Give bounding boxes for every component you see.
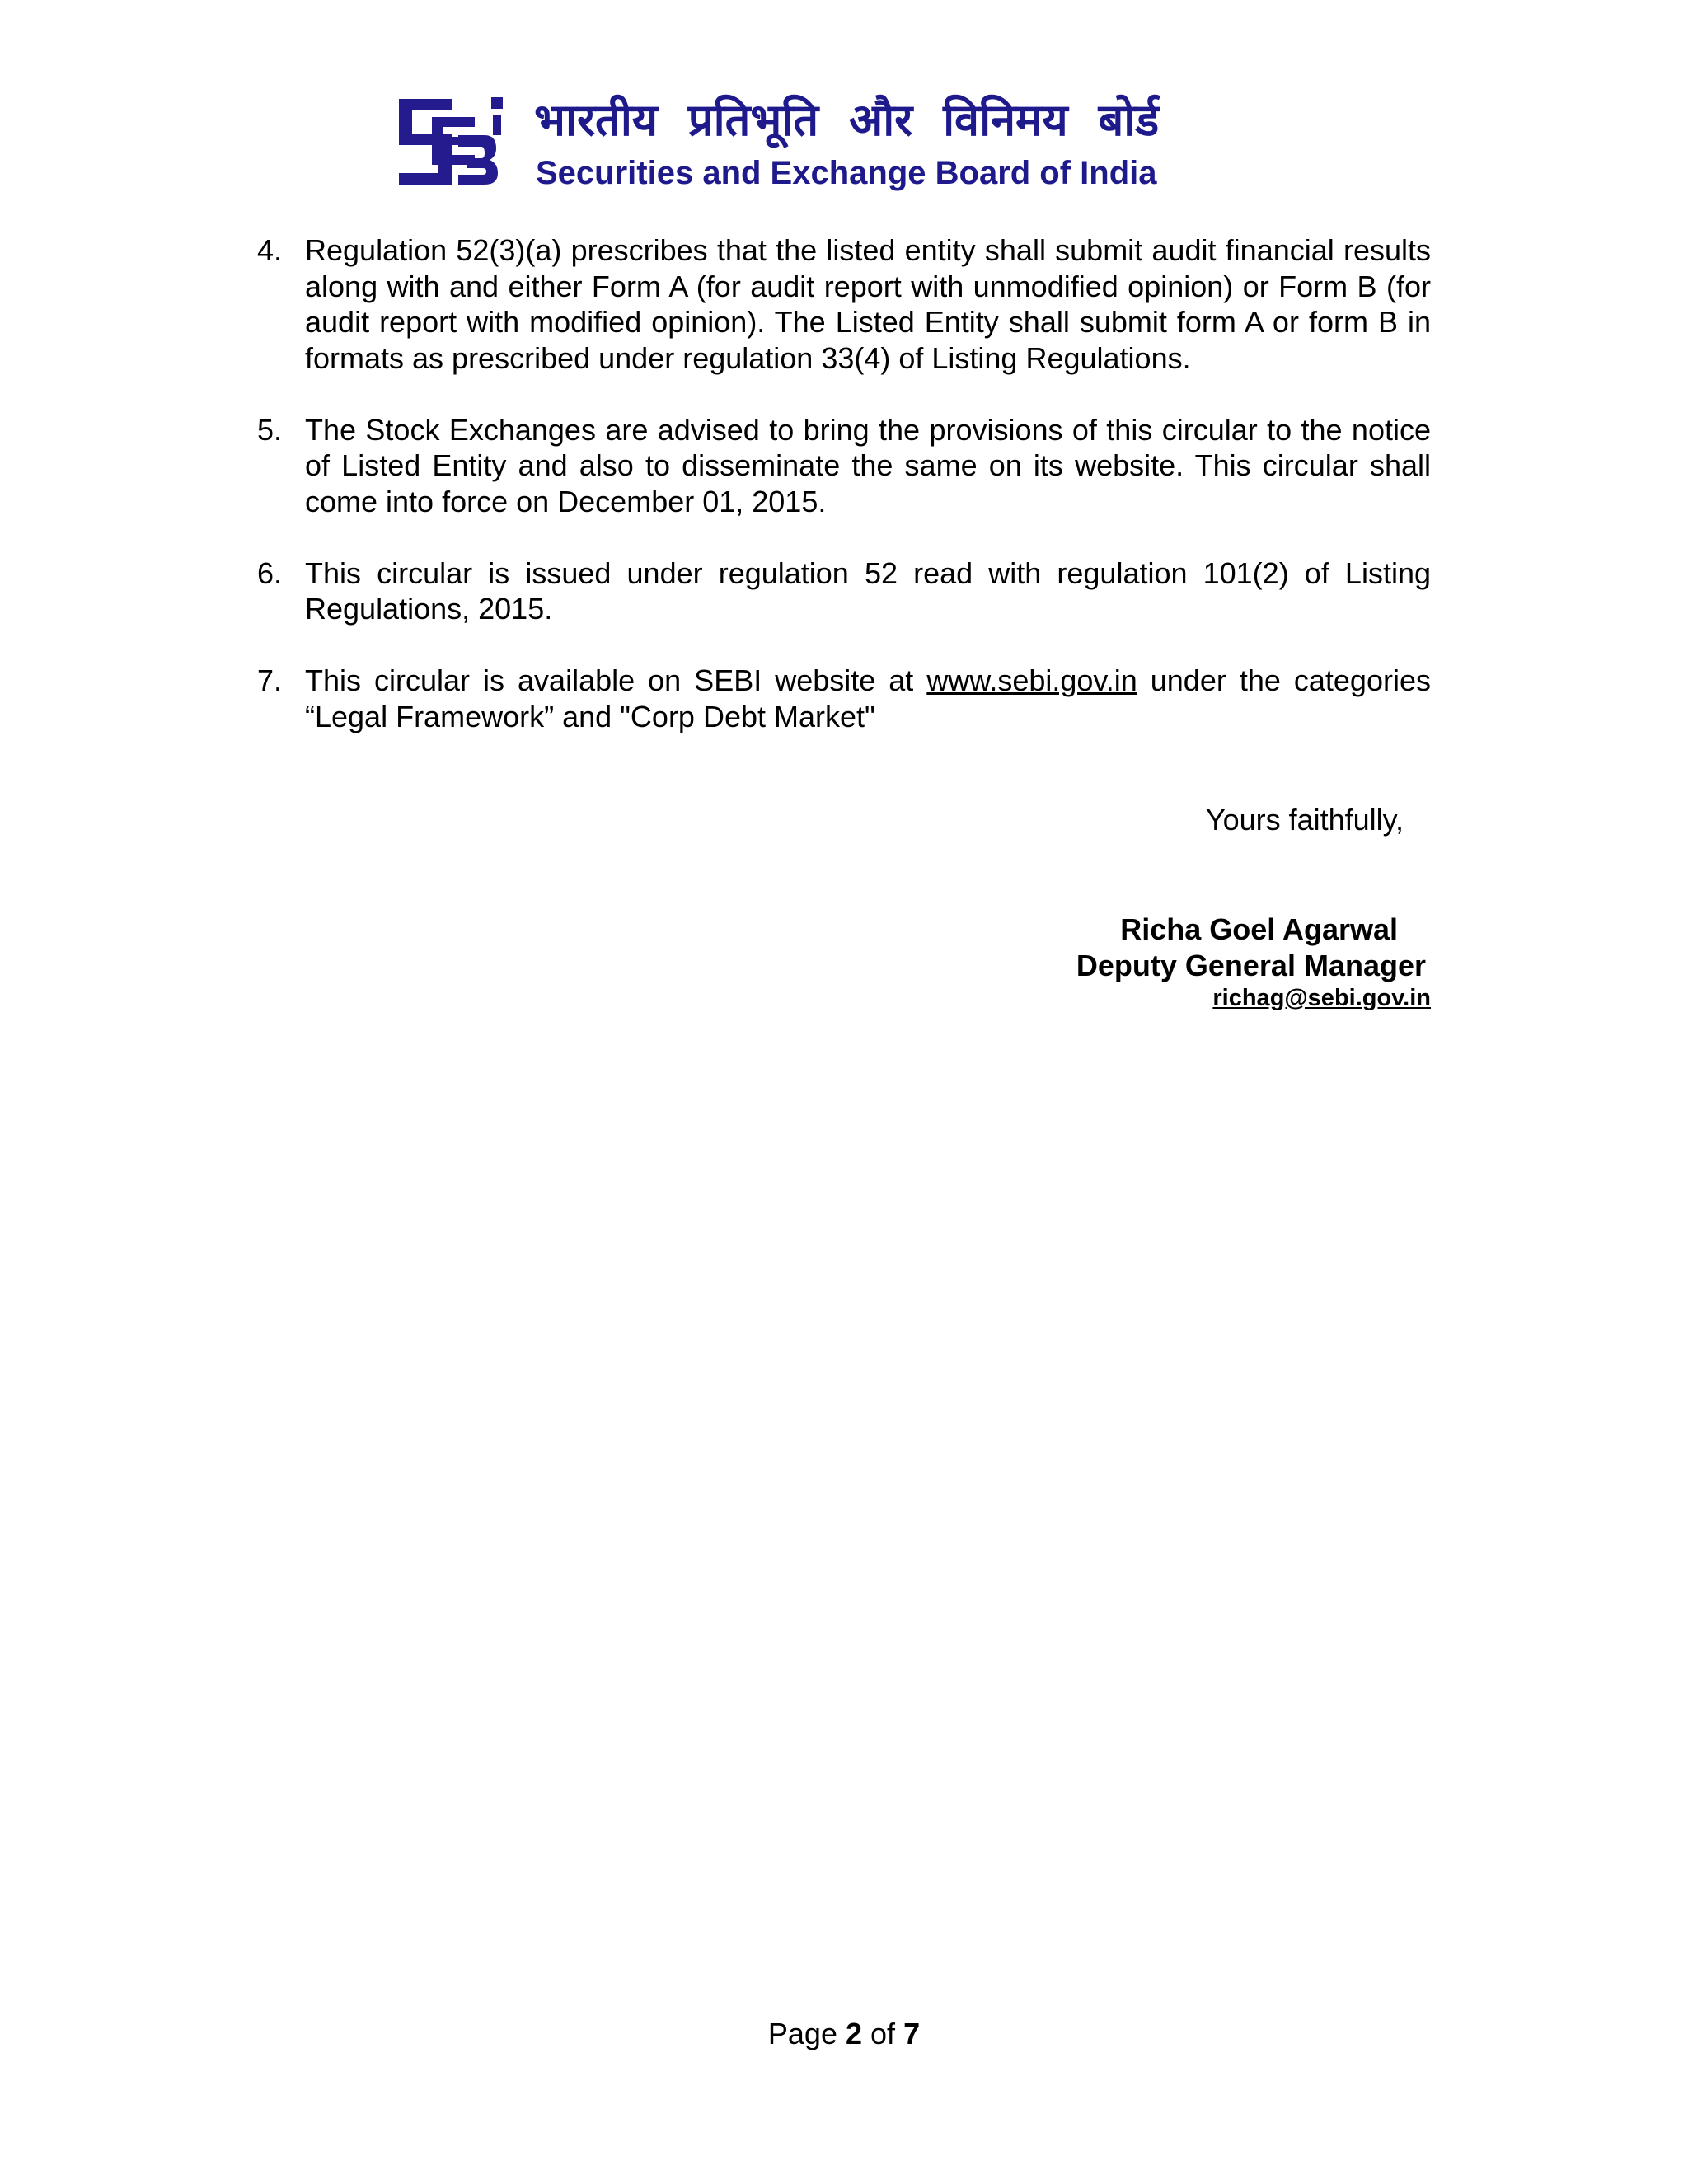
paragraph-number: 5. [257,412,283,447]
letterhead [394,92,1301,199]
paragraph-text: The Stock Exchanges are advised to bring the provisions of this circular to the notice of Listed Entity and also to disseminate the same on its website. This circular shall come into force on December 01, 2015. [305,412,1431,518]
signatory-designation: Deputy General Manager [1076,949,1426,982]
paragraph-6 [257,555,1431,627]
paragraph-number: 4. [257,233,283,267]
paragraph-text-before-link: This circular is available on SEBI website at [305,663,927,697]
paragraph-number: 6. [257,555,283,590]
signatory-email-link[interactable]: richag@sebi.gov.in [1212,985,1431,1011]
paragraph-4 [257,232,1431,376]
circular-paragraphs [257,232,1431,771]
page-label: Page [767,2017,837,2050]
paragraph-text: This circular is issued under regulation 52 read with regulation 101(2) of Listing Regulations, 2015. [305,555,1431,626]
paragraph-text-after-link: under the categories “Legal Framework” and "Corp Debt Market" [305,663,1431,733]
paragraph-5 [257,412,1431,520]
page-number [0,2017,1688,2051]
current-page: 2 [845,2017,863,2050]
page-separator: of [870,2017,896,2050]
english-organization-name: Securities and Exchange Board of India [536,155,1157,191]
sebi-logo [394,94,506,190]
paragraph-7 [257,663,1431,734]
paragraph-text: Regulation 52(3)(a) prescribes that the listed entity shall submit audit financial results along with and either Form A (for audit report with unmodified opinion) or Form B (for audit report with modified opinion). The Listed Entity shall submit form A or form B in formats as prescribed under regulation 33(4) of Listing Regulations. [305,233,1431,375]
closing-salutation: Yours faithfully, [1205,803,1404,837]
hindi-organization-name: भारतीय प्रतिभूति और विनिमय बोर्ड [534,94,1160,146]
total-pages: 7 [903,2017,921,2050]
paragraph-number: 7. [257,663,283,697]
signatory-name: Richa Goel Agarwal [1120,912,1398,946]
sebi-website-link[interactable]: www.sebi.gov.in [926,663,1137,697]
